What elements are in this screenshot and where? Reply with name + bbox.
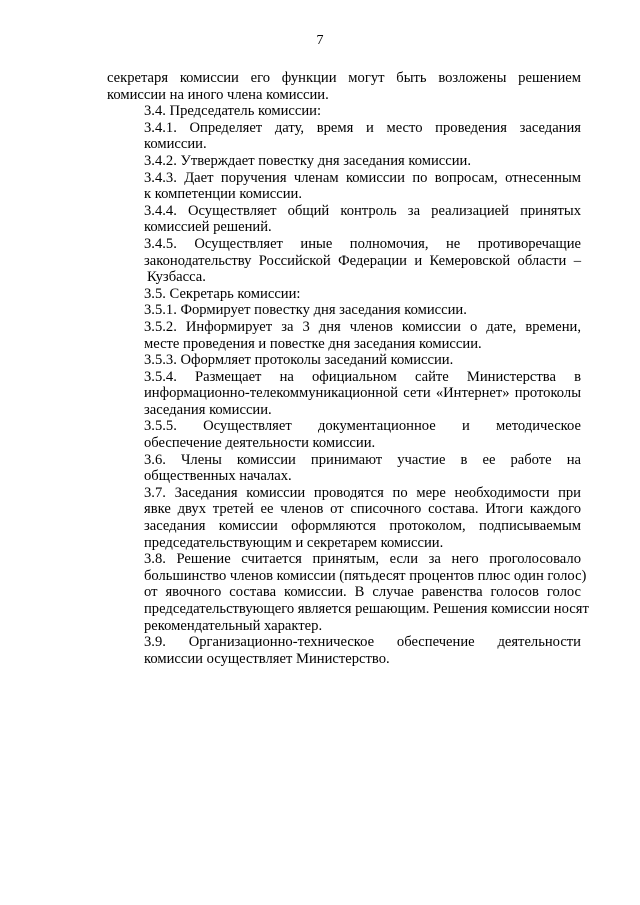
paragraph-line: рекомендательный характер. xyxy=(144,617,323,634)
paragraph-line: 3.4. Председатель комиссии: xyxy=(144,103,322,120)
paragraph-line: явке двух третей ее членов от списочного состава. Итоги каждого xyxy=(144,501,581,518)
paragraph-line: комиссии осуществляет Министерство. xyxy=(144,650,390,667)
paragraph-line: обеспечение деятельности комиссии. xyxy=(144,435,376,452)
paragraph-3-7 xyxy=(107,485,581,551)
paragraph-line: Кузбасса. xyxy=(147,269,206,286)
paragraph-line: 3.5.1. Формирует повестку дня заседания комиссии. xyxy=(144,302,467,319)
paragraph-line: общественных началах. xyxy=(144,468,292,485)
paragraph-line: председательствующим и секретарем комиссии. xyxy=(144,534,444,551)
paragraph-3-4-1 xyxy=(107,120,581,153)
paragraph-3-4-4 xyxy=(107,203,581,236)
paragraph-line: 3.5.2. Информирует за 3 дня членов комиссии о дате, времени, xyxy=(144,318,581,335)
paragraph-line: комиссии. xyxy=(144,136,207,153)
paragraph-3-5-5 xyxy=(107,418,581,451)
paragraph-line: 3.8. Решение считается принятым, если за него проголосовало xyxy=(144,551,581,568)
paragraph-3-5-1 xyxy=(107,302,581,319)
paragraph-3-5 xyxy=(107,286,581,303)
paragraph-line: заседания комиссии оформляются протоколом, подписываемым xyxy=(144,518,581,535)
paragraph-cont xyxy=(107,70,581,103)
paragraph-line: 3.9. Организационно-техническое обеспечение деятельности xyxy=(144,634,581,651)
paragraph-line: от явочного состава комиссии. В случае равенства голосов голос xyxy=(144,584,581,601)
paragraph-line: законодательству Российской Федерации и Кемеровской области – xyxy=(144,252,581,269)
paragraph-line: 3.4.5. Осуществляет иные полномочия, не противоречащие xyxy=(144,235,581,252)
paragraph-line: комиссии на иного члена комиссии. xyxy=(107,86,329,103)
paragraph-3-4-3 xyxy=(107,170,581,203)
paragraph-line: 3.5.5. Осуществляет документационное и методическое xyxy=(144,418,581,435)
paragraph-line: 3.4.2. Утверждает повестку дня заседания комиссии. xyxy=(144,152,471,169)
paragraph-3-5-2 xyxy=(107,319,581,352)
page-number: 7 xyxy=(316,33,324,48)
paragraph-line: 3.4.3. Дает поручения членам комиссии по вопросам, отнесенным xyxy=(144,169,581,186)
paragraph-3-5-4 xyxy=(107,369,581,419)
paragraph-3-6 xyxy=(107,452,581,485)
paragraph-line: большинство членов комиссии (пятьдесят процентов плюс один голос) xyxy=(144,567,587,584)
paragraph-line: 3.6. Члены комиссии принимают участие в ее работе на xyxy=(144,451,581,468)
paragraph-line: заседания комиссии. xyxy=(144,401,272,418)
paragraph-line: председательствующего является решающим. Решения комиссии носят xyxy=(144,601,589,617)
paragraph-3-5-3 xyxy=(107,352,581,369)
paragraph-line: 3.5.3. Оформляет протоколы заседаний комиссии. xyxy=(144,352,454,369)
paragraph-line: 3.4.1. Определяет дату, время и место проведения заседания xyxy=(144,119,581,136)
paragraph-line: к компетенции комиссии. xyxy=(144,186,303,203)
paragraph-line: 3.5. Секретарь комиссии: xyxy=(144,285,301,302)
paragraph-3-9 xyxy=(107,634,581,667)
document-body xyxy=(107,70,589,667)
paragraph-line: 3.7. Заседания комиссии проводятся по мере необходимости при xyxy=(144,484,581,501)
paragraph-line: информационно-телекоммуникационной сети «Интернет» протоколы xyxy=(144,385,581,402)
paragraph-line: 3.4.4. Осуществляет общий контроль за реализацией принятых xyxy=(144,202,581,219)
paragraph-3-4 xyxy=(107,103,581,120)
paragraph-line: комиссией решений. xyxy=(144,219,272,236)
paragraph-3-4-5 xyxy=(107,236,581,286)
paragraph-3-8 xyxy=(107,551,589,634)
paragraph-line: месте проведения и повестке дня заседания комиссии. xyxy=(144,335,482,352)
paragraph-line: секретаря комиссии его функции могут быть возложены решением xyxy=(107,70,581,86)
paragraph-line: 3.5.4. Размещает на официальном сайте Министерства в xyxy=(144,368,581,385)
paragraph-3-4-2 xyxy=(107,153,581,170)
